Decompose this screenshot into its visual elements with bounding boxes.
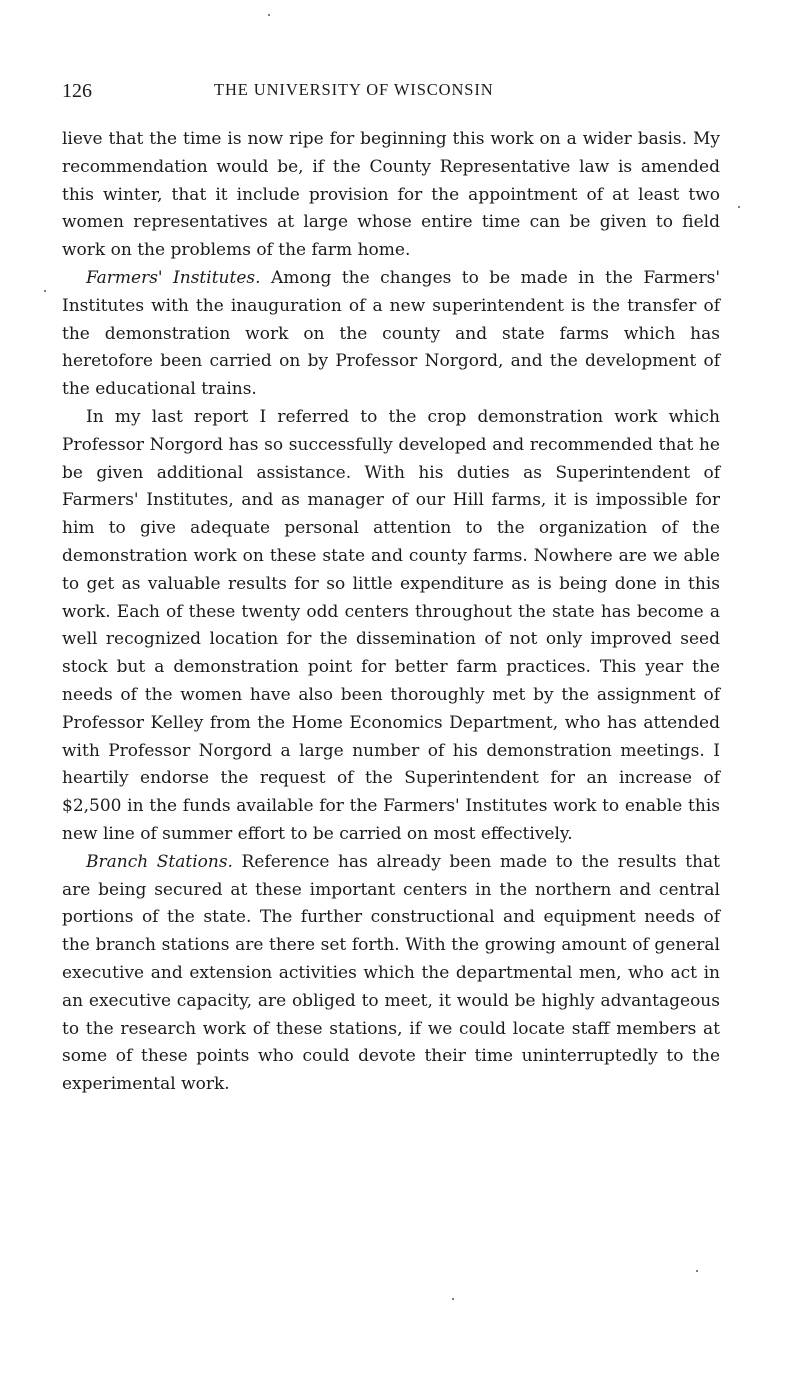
section-heading-branch-stations: Branch Stations. xyxy=(86,851,233,872)
body-text xyxy=(62,126,720,1099)
page-number: 126 xyxy=(62,80,92,102)
scan-speck xyxy=(452,1298,454,1300)
book-page xyxy=(62,78,720,1099)
running-header xyxy=(62,78,720,108)
paragraph-1-text: lieve that the time is now ripe for beginning this work on a wider basis. My recommendation would be, if the County Representative law is amended this winter, that it include provision for the appointment of at least two women representatives at large whose entire time can be given to field work on the problems of the farm home. xyxy=(62,129,720,261)
paragraph-4 xyxy=(62,849,720,1099)
scan-speck xyxy=(696,1270,698,1272)
paragraph-3 xyxy=(62,404,720,849)
paragraph-3-text: In my last report I referred to the crop demonstration work which Professor Norgord has so successfully developed and recommended that he be given additional assistance. With his duties as Superintendent of Farmers' Institutes, and as manager of our Hill farms, it is impossible for him to give adequate personal attention to the organization of the demonstration work on these state and county farms. Nowhere are we able to get as valuable results for so little expenditure as is being done in this work. Each of these twenty odd centers throughout the state has become a well recognized location for the dissemination of not only improved seed stock but a demonstration point for better farm practices. This year the needs of the women have also been thoroughly met by the assignment of Professor Kelley from the Home Economics Department, who has attended with Professor Norgord a large number of his demonstration meetings. I heartily endorse the request of the Superintendent for an increase of $2,500 in the funds available for the Farmers' Institutes work to enable this new line of summer effort to be carried on most effectively. xyxy=(62,406,720,844)
paragraph-1 xyxy=(62,126,720,265)
paragraph-2-text: Among the changes to be made in the Farmers' Institutes with the inauguration of a new superintendent is the transfer of the demonstration work on the county and state farms which has heretofore been carried on by Professor Norgord, and the development of the educational trains. xyxy=(62,267,721,400)
scan-speck xyxy=(44,290,46,292)
scan-speck xyxy=(268,14,270,16)
running-title: THE UNIVERSITY OF WISCONSIN xyxy=(214,80,494,99)
scan-speck xyxy=(738,206,740,208)
paragraph-2 xyxy=(62,265,720,404)
section-heading-farmers-institutes: Farmers' Institutes. xyxy=(86,267,261,288)
paragraph-4-text: Reference has already been made to the results that are being secured at these important centers in the northern and central portions of the state. The further constructional and equipment needs of the branch stations are there set forth. With the growing amount of general executive and extension activities which the departmental men, who act in an executive capacity, are obliged to meet, it would be highly advantageous to the research work of these stations, if we could locate staff members at some of these points who could devote their time uninterruptedly to the experimental work. xyxy=(62,851,720,1095)
